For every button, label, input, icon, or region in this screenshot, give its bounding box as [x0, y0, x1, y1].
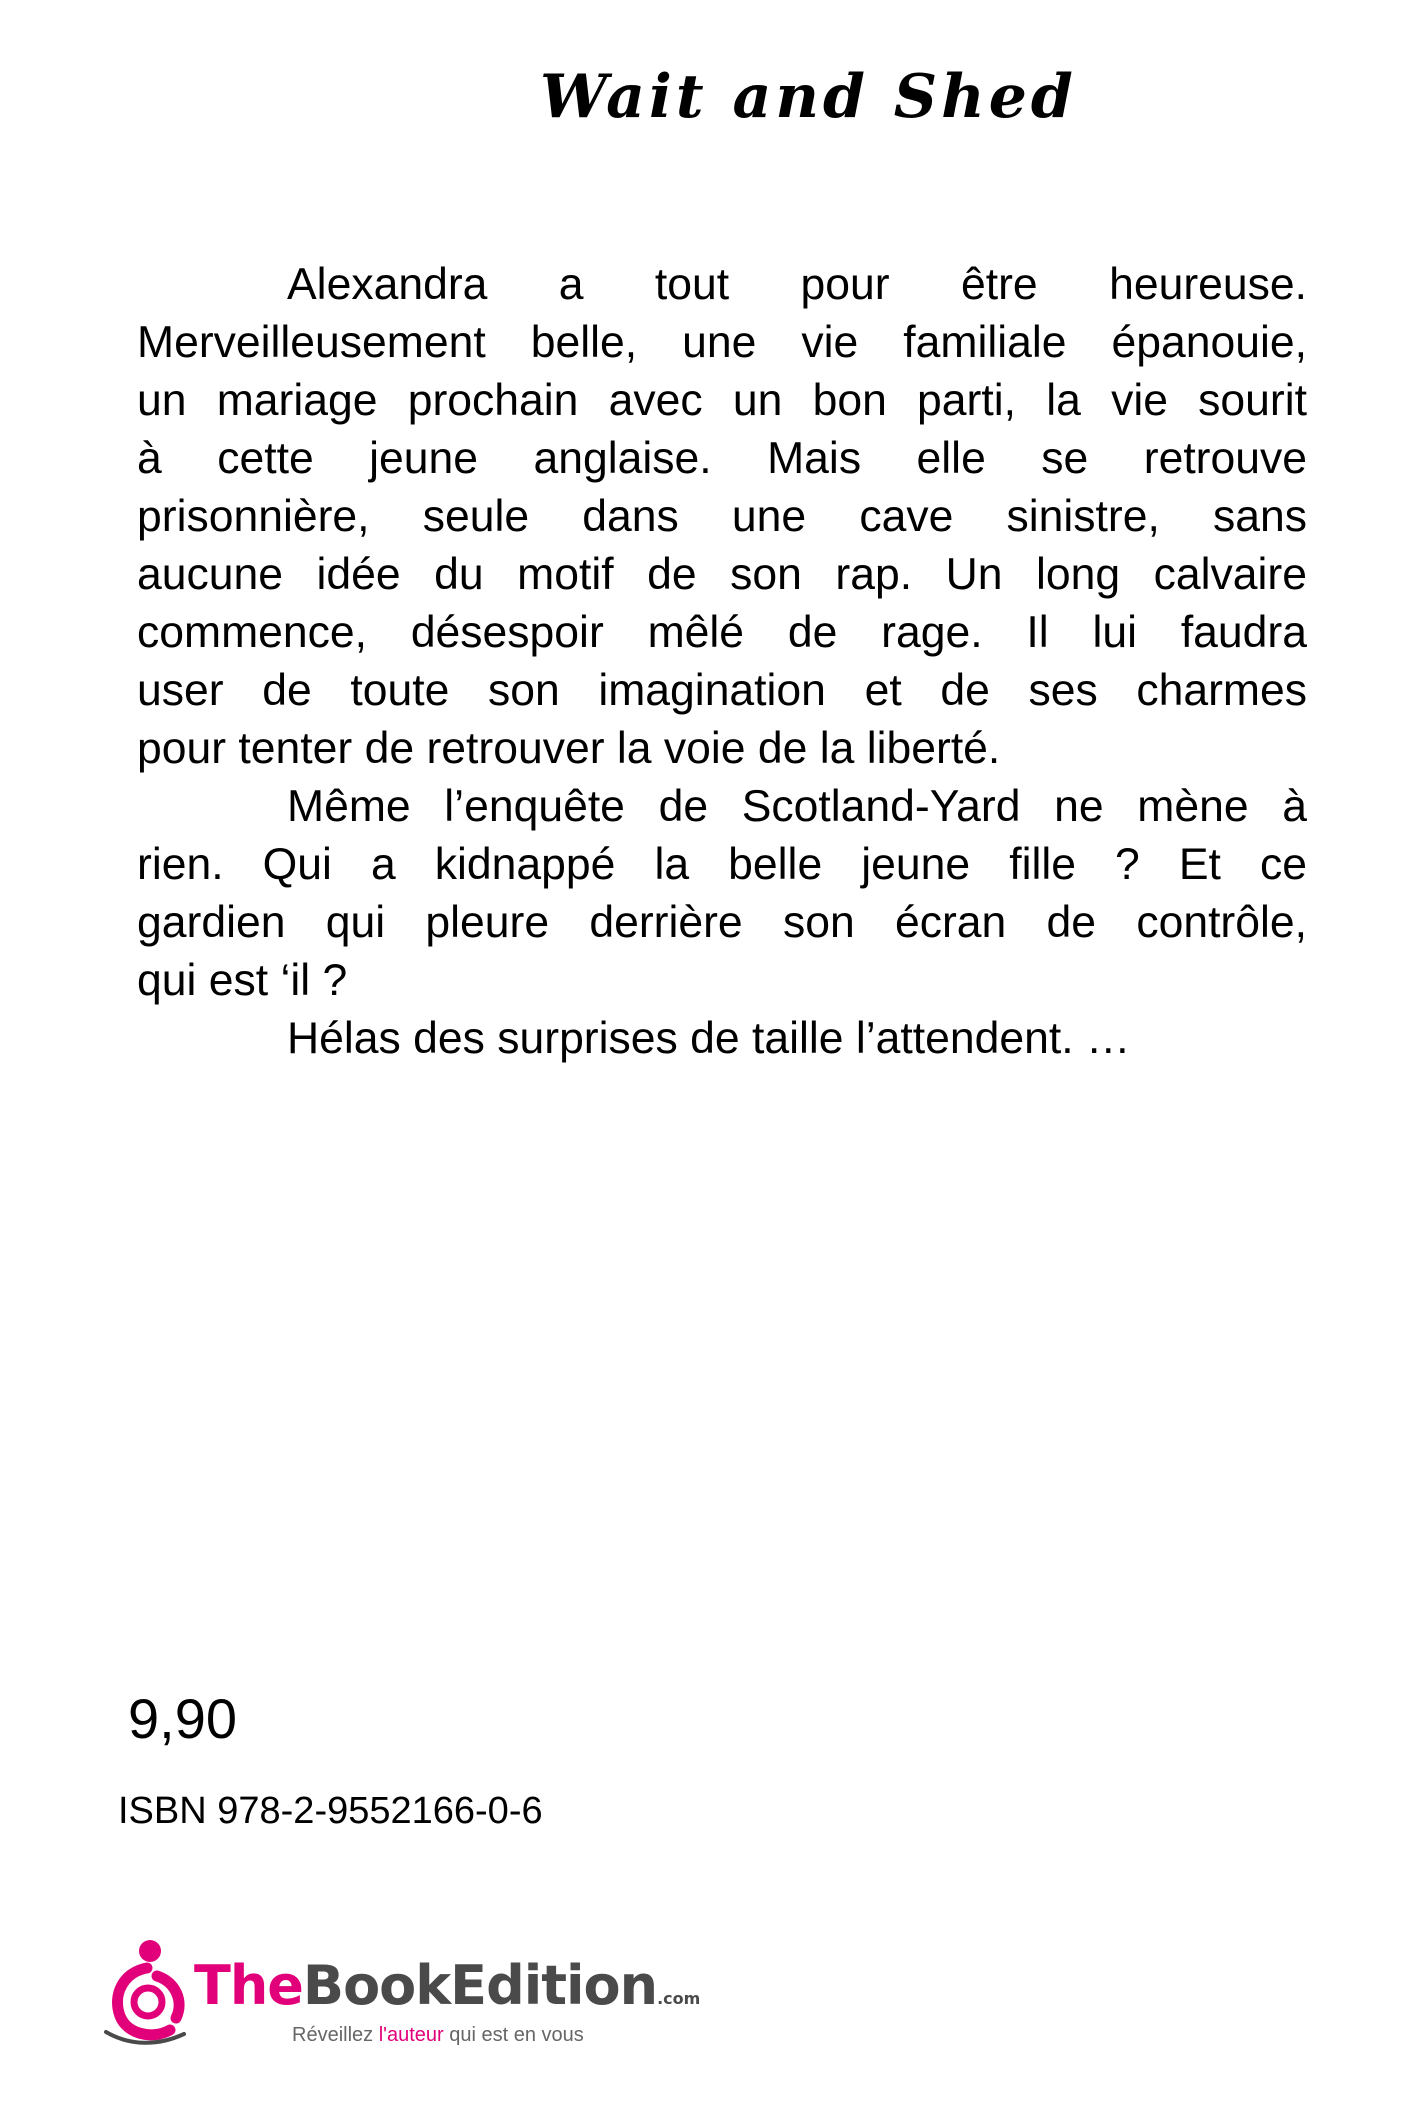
- blurb-line: pour tenter de retrouver la voie de la liberté.: [137, 724, 1001, 773]
- blurb-line: user de toute son imagination et de ses charmes: [137, 666, 1307, 715]
- book-title: Wait and Shed: [540, 62, 1077, 132]
- isbn: ISBN 978-2-9552166-0-6: [118, 1790, 543, 1832]
- price: 9,90: [128, 1687, 237, 1750]
- blurb-line: qui est ‘il ?: [137, 956, 348, 1005]
- tagline-highlight: l'auteur: [378, 2024, 444, 2046]
- publisher-domain: .com: [657, 1989, 701, 2008]
- blurb: [137, 256, 1307, 1068]
- person-swirl-icon: [100, 1936, 190, 2046]
- blurb-line: Merveilleusement belle, une vie familiale épanouie,: [137, 318, 1307, 367]
- blurb-line: gardien qui pleure derrière son écran de contrôle,: [137, 898, 1307, 947]
- blurb-line: commence, désespoir mêlé de rage. Il lui faudra: [137, 608, 1307, 657]
- blurb-line: aucune idée du motif de son rap. Un long calvaire: [137, 550, 1307, 599]
- publisher-name-the: The: [194, 1954, 303, 2017]
- publisher-tagline: [292, 2024, 584, 2047]
- blurb-line: Même l’enquête de Scotland-Yard ne mène à: [287, 782, 1307, 831]
- blurb-line: Alexandra a tout pour être heureuse.: [287, 260, 1307, 309]
- blurb-line: à cette jeune anglaise. Mais elle se retrouve: [137, 434, 1307, 483]
- tagline-end: qui est en vous: [443, 2024, 584, 2046]
- publisher-name: [194, 1954, 700, 2017]
- publisher-logo: [100, 1936, 720, 2046]
- tagline-start: Réveillez: [292, 2024, 379, 2046]
- blurb-line: un mariage prochain avec un bon parti, la vie sourit: [137, 376, 1307, 425]
- blurb-line: prisonnière, seule dans une cave sinistre, sans: [137, 492, 1307, 541]
- publisher-name-bookedition: BookEdition: [302, 1954, 658, 2017]
- blurb-line: rien. Qui a kidnappé la belle jeune fille ? Et ce: [137, 840, 1307, 889]
- blurb-line: Hélas des surprises de taille l’attendent. …: [287, 1014, 1131, 1063]
